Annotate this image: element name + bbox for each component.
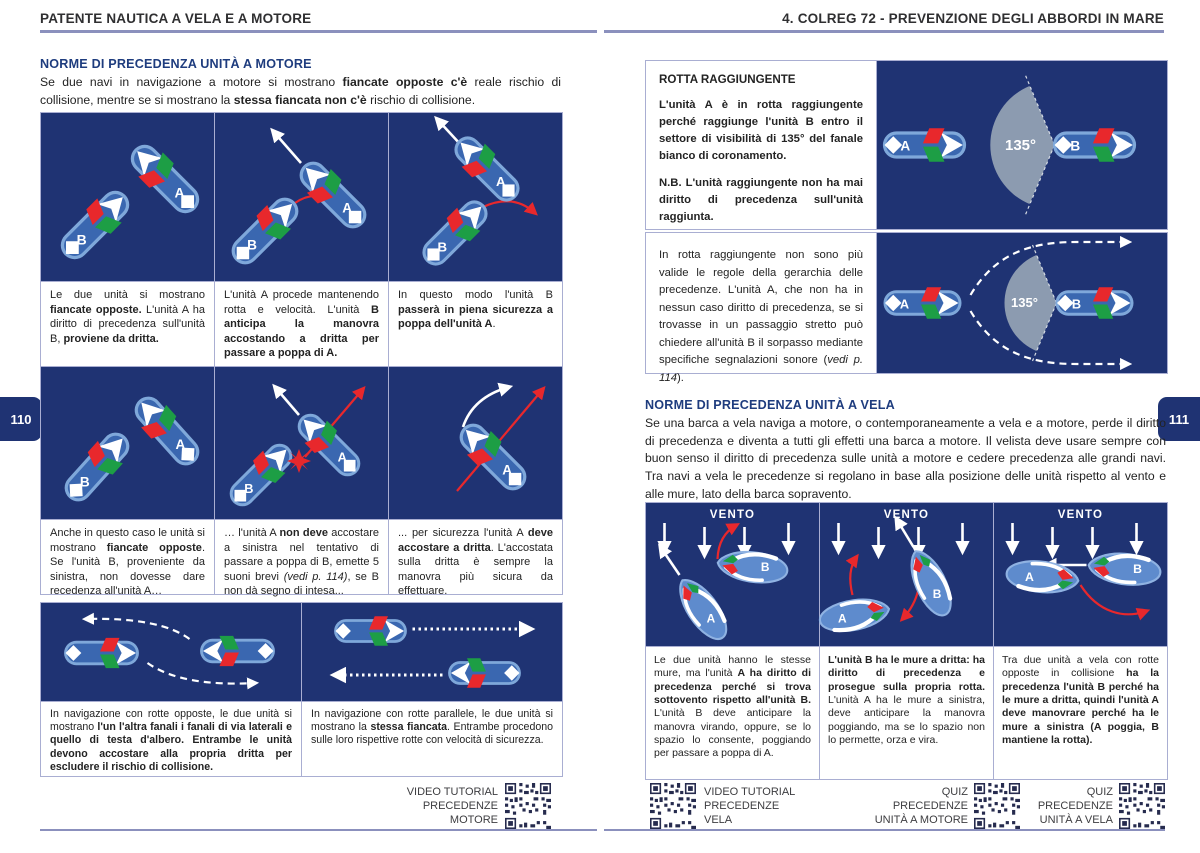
qr-label-line: QUIZ: [941, 786, 968, 798]
boat-label: A: [174, 184, 185, 201]
qr-label-line: VELA: [704, 813, 733, 826]
intro-vela: Se una barca a vela naviga a motore, o contemporaneamente a vela e a motore, perde il diritto di precedenza e diventa a tutti gli effetti una barca a motore. Il velista deve usare sempre con buon senso il diritto di precedenza sulle unità a motore e cedere precedenza alle grandi navi. Tra navi a vela le precedenze si regolano in base alla posizione delle unità rispetto al vento e alle mure, lato della barca sopravento.: [645, 416, 1166, 501]
qr-label-line: PRECEDENZE: [422, 799, 498, 812]
wind-label: VENTO: [709, 509, 756, 521]
section-title-motore: NORME DI PRECEDENZA UNITÀ A MOTORE: [40, 57, 312, 71]
motorboat-icon: [290, 406, 367, 483]
diagram-crossing-3-svg: [389, 113, 562, 281]
overtaking-p2: N.B. L'unità raggiungente non ha mai diritto di precedenza sull'unità raggiunta.: [659, 176, 863, 223]
maneuver-arrow: [483, 201, 535, 213]
qr-label-line: PRECEDENZE: [892, 799, 968, 812]
diagram-crossing-3: [389, 113, 562, 281]
boat-label: A: [900, 138, 911, 154]
boat-label: B: [1070, 138, 1081, 154]
sailboat-icon: [817, 594, 891, 635]
qr-label-quiz-vela: [1005, 786, 1113, 828]
overtaking-text-1: [646, 61, 876, 229]
diagram-crossing-4-svg: [41, 367, 214, 519]
course-arrow: [463, 387, 509, 427]
qr-label-line: UNITÀ A VELA: [1039, 813, 1113, 826]
motorboat-icon: [64, 638, 139, 668]
caption-sail-1: Le due unità hanno le stesse mure, ma l'unità A ha diritto di precedenza perché si trova sottovento rispetto all'unità B. L'unità B deve anticipare la manovra virando, oppure, se lo spazio lo consente, poggiando per passare a poppa di A.: [646, 647, 819, 779]
course-arrow: [661, 547, 680, 575]
diagram-crossing-5-svg: [215, 367, 388, 519]
diagram-crossing-6: [389, 367, 562, 519]
caption-crossing-2: L'unità A procede mantenendo rotta e velocità. L'unità B anticipa la manovra accostando a dritta per passare a poppa di A.: [215, 282, 388, 366]
course-arrow: [437, 119, 461, 145]
motorboat-icon: [415, 193, 496, 274]
left-foot-rule: [40, 829, 597, 831]
sail-precedence-grid: [645, 502, 1168, 780]
boat-label: A: [838, 611, 847, 626]
maneuver-arrow: [850, 557, 856, 595]
motorboat-icon: [884, 287, 962, 319]
caption-crossing-1: Le due unità si mostrano fiancate opposte. L'unità A ha diritto di precedenza sull'unità B, proviene da dritta.: [41, 282, 214, 366]
boat-label: B: [247, 237, 257, 253]
qr-code: [1119, 783, 1165, 829]
boat-label: A: [899, 296, 910, 312]
motorboat-icon: [127, 389, 208, 473]
diagram-parallel: [302, 603, 562, 701]
motorboat-icon: [334, 616, 407, 645]
motorboat-icon: [224, 190, 307, 273]
caption-parallel: In navigazione con rotte parallele, le due unità si mostrano la stessa fiancata. Entrambe procedono sulle loro rispettive rotte con velocità di sicurezza.: [302, 702, 562, 776]
sector-angle-label: 135°: [1004, 137, 1037, 154]
motorboat-icon: [448, 658, 521, 687]
sector-angle-label: 135°: [1011, 295, 1038, 310]
qr-label-line: PRECEDENZE: [1037, 799, 1113, 812]
motorboat-icon: [292, 154, 375, 237]
diagram-overtaking-1-svg: [877, 61, 1167, 229]
boat-label: A: [495, 174, 506, 190]
course-arrow: [273, 131, 301, 163]
page-number-right: 111: [1158, 397, 1200, 441]
opposite-courses-grid: [40, 602, 563, 777]
diagram-crossing-4: [41, 367, 214, 519]
boat-label: B: [760, 560, 770, 575]
overtaking-p1: L'unità A è in rotta raggiungente perché raggiunge l'unità B entro il settore di visibilità di 135° del fanale bianco di coronamento.: [659, 99, 863, 162]
caption-crossing-4: Anche in questo caso le unità si mostrano fiancate opposte. Se l'unità B, proveniente da sinistra, non dovesse dare recedenza all'unità A…: [41, 520, 214, 594]
diagram-sail-3-svg: [994, 503, 1167, 646]
sailboat-icon: [670, 572, 734, 646]
qr-label-line: QUIZ: [1086, 786, 1113, 798]
qr-label-video-vela: [704, 786, 834, 828]
boat-label: B: [79, 474, 90, 490]
boat-label: B: [244, 480, 254, 496]
wind-label: VENTO: [883, 509, 930, 521]
qr-label-line: VIDEO TUTORIAL: [704, 786, 796, 798]
motorboat-icon: [452, 416, 535, 499]
boat-label: A: [337, 449, 347, 465]
diagram-sail-3: [994, 503, 1167, 646]
overtaking-text-2: [646, 233, 876, 384]
motorboat-icon: [222, 436, 299, 513]
boat-label: A: [502, 462, 513, 478]
boat-label: A: [175, 437, 186, 453]
avoidance-path-arrow: [148, 663, 256, 684]
diagram-crossing-6-svg: [389, 367, 562, 519]
boat-label: B: [932, 586, 942, 601]
motorboat-icon: [53, 183, 138, 268]
motorboat-icon: [1053, 128, 1136, 162]
sailboat-icon: [716, 548, 789, 586]
overtaking-title: ROTTA RAGGIUNGENTE: [659, 73, 796, 86]
sailboat-icon: [1087, 550, 1162, 588]
left-running-head: PATENTE NAUTICA A VELA E A MOTORE: [40, 11, 312, 26]
boat-label: A: [342, 200, 353, 216]
caption-sail-3: Tra due unità a vela con rotte opposte in collisione ha la precedenza l'unità B perché ha le mure a dritta, quindi l'unità A deve manovrare perché ha le mure a sinistra (A poggia, B mantiene la rotta).: [994, 647, 1167, 779]
overtaking-p3: In rotta raggiungente non sono più valide le regole della gerarchia delle precedenze. L'unità A, che non ha in nessun caso diritto di precedenza, se si trovasse in un passaggio stretto può chiedere all'unità B il sorpasso mediante specifiche segnalazioni sonore (vedi p. 114).: [659, 249, 863, 384]
qr-label-quiz-motore: [856, 786, 968, 828]
right-running-head: 4. COLREG 72 - PREVENZIONE DEGLI ABBORDI IN MARE: [782, 11, 1164, 26]
qr-code: [505, 783, 551, 829]
qr-label-line: MOTORE: [449, 813, 498, 826]
qr-label-video-motore: [360, 786, 498, 828]
boat-label: B: [1071, 296, 1082, 312]
diagram-crossing-5: [215, 367, 388, 519]
qr-label-line: PRECEDENZE: [704, 799, 780, 812]
diagram-overtaking-1: [877, 61, 1167, 229]
boat-label: A: [1025, 570, 1034, 585]
motorboat-icon: [883, 128, 966, 162]
diagram-parallel-svg: [302, 603, 562, 701]
diagram-sail-1: [646, 503, 819, 646]
right-foot-rule: [604, 829, 1165, 831]
caption-crossing-3: In questo modo l'unità B passerà in piena sicurezza a poppa dell'unità A.: [389, 282, 562, 366]
overtaking-box-2: [645, 232, 1168, 384]
section-title-vela: NORME DI PRECEDENZA UNITÀ A VELA: [645, 398, 895, 412]
intro-motore: Se due navi in navigazione a motore si mostrano fiancate opposte c'è reale rischio di collisione, mentre se si mostrano la stessa fiancata non c'è rischio di collisione.: [40, 75, 561, 107]
caption-sail-2: L'unità B ha le mure a dritta: ha diritto di precedenza e prosegue sulla propria rotta. L'unità A ha le mure a sinistra, deve anticipare la manovra poggiando, ma se lo spazio non lo permette, orza e vira.: [820, 647, 993, 779]
course-arrow: [897, 519, 914, 547]
wind-label: VENTO: [1057, 509, 1104, 521]
right-head-rule: [604, 30, 1164, 33]
boat-label: B: [437, 239, 448, 255]
caption-crossing-5: … l'unità A non deve accostare a sinistra nel tentativo di passare a poppa di B, emette 5 suoni brevi (vedi p. 114), se B non dà segno di intesa...: [215, 520, 388, 594]
diagram-crossing-2: [215, 113, 388, 281]
motorboat-icon: [1056, 287, 1134, 319]
motorboat-icon: [200, 636, 275, 666]
boat-label: A: [706, 611, 716, 626]
diagram-sail-1-svg: [646, 503, 819, 646]
avoidance-path-arrow: [86, 619, 190, 639]
motor-precedence-grid: [40, 112, 563, 598]
diagram-crossing-1-svg: [41, 113, 214, 281]
diagram-head-on: [41, 603, 301, 701]
left-head-rule: [40, 30, 597, 33]
qr-label-line: UNITÀ A MOTORE: [874, 813, 968, 826]
boat-label: B: [1133, 561, 1142, 576]
caption-crossing-6: ... per sicurezza l'unità A deve accostare a dritta. L'accostata sulla dritta è sempre la manovra più sicura da effettuare.: [389, 520, 562, 594]
maneuver-arrow: [1081, 585, 1147, 614]
course-arrow: [275, 387, 299, 415]
motorboat-icon: [57, 425, 138, 509]
overtaking-box-1: [645, 60, 1168, 230]
qr-code: [650, 783, 696, 829]
page-number-left: 110: [0, 397, 42, 441]
diagram-crossing-2-svg: [215, 113, 388, 281]
diagram-crossing-1: [41, 113, 214, 281]
qr-label-line: VIDEO TUTORIAL: [406, 786, 498, 798]
caption-head-on: In navigazione con rotte opposte, le due unità si mostrano l'un l'altra fanali i fanali di via laterali e quello di testa d'albero. Entrambe le unità devono accostare alla propria dritta per escludere il rischio di collisione.: [41, 702, 301, 776]
sound-signal-burst-icon: [287, 449, 311, 473]
diagram-sail-2: [820, 503, 993, 646]
motorboat-icon: [447, 129, 528, 210]
motorboat-icon: [123, 137, 208, 222]
diagram-overtaking-2: [877, 233, 1167, 373]
diagram-sail-2-svg: [820, 503, 993, 646]
diagram-head-on-svg: [41, 603, 301, 701]
boat-label: B: [76, 231, 87, 248]
diagram-overtaking-2-svg: [877, 233, 1167, 373]
